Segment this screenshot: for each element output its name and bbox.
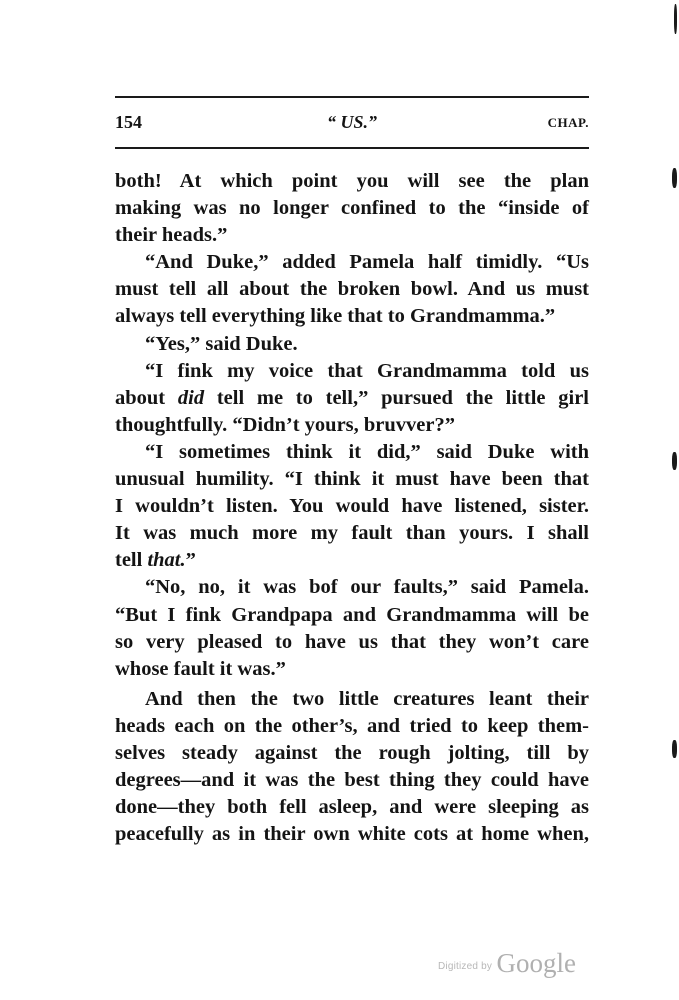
text-run: so very pleased to have us that they won’t care	[115, 630, 589, 653]
text-line	[115, 385, 589, 412]
text-line	[115, 686, 589, 713]
text-line	[115, 195, 589, 222]
text-run: tell	[115, 549, 148, 572]
text-line	[115, 520, 589, 547]
text-run: thoughtfully. “Didn’t yours, bruvver?”	[115, 413, 456, 436]
text-line	[115, 574, 589, 601]
page-edge	[665, 0, 679, 1000]
text-run: “I sometimes think it did,” said Duke with	[145, 440, 589, 463]
text-run: tell me to tell,” pursued the little girl	[204, 386, 589, 409]
text-line	[115, 358, 589, 385]
text-line	[115, 168, 589, 195]
text-run: And then the two little creatures leant their	[145, 687, 589, 710]
edge-mark	[672, 740, 677, 758]
text-line	[115, 602, 589, 629]
text-run: ”	[185, 549, 196, 572]
edge-mark	[672, 452, 677, 470]
text-run: “No, no, it was bof our faults,” said Pamela.	[145, 576, 589, 599]
running-title: “ US.”	[326, 112, 377, 132]
text-run: whose fault it was.”	[115, 657, 286, 680]
edge-mark	[672, 168, 677, 188]
text-run: always tell everything like that to Grandmamma.”	[115, 305, 556, 328]
text-line	[115, 249, 589, 276]
italic-text: that.	[147, 549, 186, 572]
text-run: It was much more my fault than yours. I shall	[115, 522, 589, 545]
google-logo: Google	[496, 948, 577, 978]
text-line	[115, 222, 589, 249]
text-line	[115, 629, 589, 656]
text-run: unusual humility. “I think it must have been that	[115, 468, 589, 491]
text-run: “Yes,” said Duke.	[145, 332, 298, 355]
text-line	[115, 412, 589, 439]
text-line	[115, 656, 589, 683]
digitized-watermark	[438, 948, 576, 979]
header-rule-bottom	[115, 147, 589, 149]
text-line	[115, 740, 589, 767]
text-line	[115, 466, 589, 493]
text-line	[115, 439, 589, 466]
text-line	[115, 493, 589, 520]
chapter-label: CHAP.	[547, 115, 589, 130]
text-run: “But I fink Grandpapa and Grandmamma will be	[115, 603, 589, 626]
watermark-prefix: Digitized by	[438, 961, 493, 972]
text-run: “And Duke,” added Pamela half timidly. “Us	[145, 251, 589, 274]
page-number: 154	[115, 112, 142, 132]
text-line	[115, 821, 589, 848]
text-run: their heads.”	[115, 224, 228, 247]
text-run: done—they both fell asleep, and were sleeping as	[115, 796, 589, 819]
edge-mark	[674, 4, 677, 34]
body-text	[115, 168, 589, 848]
text-line	[115, 303, 589, 330]
text-run: both! At which point you will see the plan	[115, 170, 589, 192]
header-rule-top	[115, 96, 589, 98]
text-line	[115, 713, 589, 740]
text-run: degrees—and it was the best thing they could have	[115, 769, 589, 792]
text-run: about	[115, 386, 178, 409]
text-line	[115, 547, 589, 574]
italic-text: did	[177, 386, 205, 409]
text-line	[115, 276, 589, 303]
text-line	[115, 794, 589, 821]
running-header	[115, 112, 589, 136]
text-run: making was no longer confined to the “inside of	[115, 197, 589, 220]
text-run: must tell all about the broken bowl. And us must	[115, 278, 589, 301]
text-run: heads each on the other’s, and tried to keep them-	[115, 714, 589, 737]
text-line	[115, 331, 589, 358]
text-run: peacefully as in their own white cots at home when,	[115, 823, 589, 846]
text-line	[115, 767, 589, 794]
text-run: I wouldn’t listen. You would have listened, sister.	[115, 495, 589, 518]
text-run: selves steady against the rough jolting, till by	[115, 741, 589, 764]
text-run: “I fink my voice that Grandmamma told us	[145, 359, 589, 382]
